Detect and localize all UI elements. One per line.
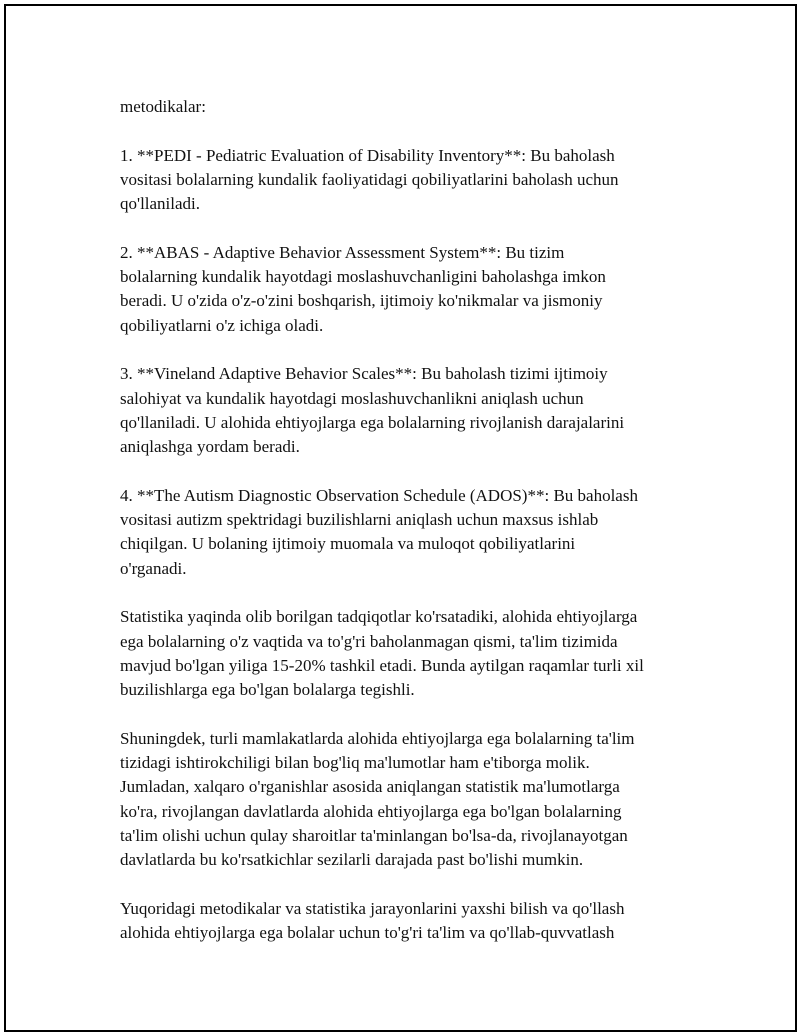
text-line: Statistika yaqinda olib borilgan tadqiqotlar ko'rsatadiki, alohida ehtiyojlarga xyxy=(120,607,638,627)
text-line: vositasi autizm spektridagi buzilishlarni aniqlash uchun maxsus ishlab xyxy=(120,510,599,530)
text-line: chiqilgan. U bolaning ijtimoiy muomala va muloqot qobiliyatlarini xyxy=(120,534,576,554)
text-line: Jumladan, xalqaro o'rganishlar asosida aniqlangan statistik ma'lumotlarga xyxy=(120,777,620,797)
text-line: tizidagi ishtirokchiligi bilan bog'liq ma'lumotlar ham e'tiborga molik. xyxy=(120,753,590,773)
text-line: vositasi bolalarning kundalik faoliyatidagi qobiliyatlarini baholash uchun xyxy=(120,169,619,189)
text-line: 3. **Vineland Adaptive Behavior Scales**: Bu baholash tizimi ijtimoiy xyxy=(120,364,608,384)
text-line: 4. **The Autism Diagnostic Observation Schedule (ADOS)**: Bu baholash xyxy=(120,485,638,505)
paragraph-countries xyxy=(120,727,700,873)
text-line: Yuqoridagi metodikalar va statistika jarayonlarini yaxshi bilish va qo'llash xyxy=(120,898,625,918)
text-line: metodikalar: xyxy=(120,97,206,116)
text-line: ko'ra, rivojlangan davlatlarda alohida ehtiyojlarga ega bo'lgan bolalarning xyxy=(120,801,622,821)
paragraph-conclusion xyxy=(120,897,700,946)
text-line: 1. **PEDI - Pediatric Evaluation of Disability Inventory**: Bu baholash xyxy=(120,145,615,165)
text-line: ta'lim olishi uchun qulay sharoitlar ta'minlangan bo'lsa-da, rivojlanayotgan xyxy=(120,825,628,845)
text-line: salohiyat va kundalik hayotdagi moslashuvchanlikni aniqlash uchun xyxy=(120,388,584,408)
text-line: 2. **ABAS - Adaptive Behavior Assessment System**: Bu tizim xyxy=(120,242,565,262)
text-line: buzilishlarga ega bo'lgan bolalarga tegishli. xyxy=(120,680,415,700)
text-line: Shuningdek, turli mamlakatlarda alohida ehtiyojlarga ega bolalarning ta'lim xyxy=(120,728,635,748)
text-line: qo'llaniladi. xyxy=(120,194,201,214)
text-line: mavjud bo'lgan yiliga 15-20% tashkil etadi. Bunda aytilgan raqamlar turli xil xyxy=(120,655,644,675)
text-line: aniqlashga yordam beradi. xyxy=(120,437,300,457)
paragraph-ados xyxy=(120,484,700,581)
text-line: qobiliyatlarni o'z ichiga oladi. xyxy=(120,315,324,335)
text-line: alohida ehtiyojlarga ega bolalar uchun to'g'ri ta'lim va qo'llab-quvvatlash xyxy=(120,923,615,943)
text-line: davlatlarda bu ko'rsatkichlar sezilarli darajada past bo'lishi mumkin. xyxy=(120,850,584,870)
paragraph-vineland xyxy=(120,362,700,459)
text-line: qo'llaniladi. U alohida ehtiyojlarga ega bolalarning rivojlanish darajalarini xyxy=(120,412,625,432)
paragraph-statistics xyxy=(120,605,700,702)
text-line: ega bolalarning o'z vaqtida va to'g'ri baholanmagan qismi, ta'lim tizimida xyxy=(120,631,618,651)
document-page xyxy=(4,4,797,1032)
paragraph-heading xyxy=(120,95,700,119)
text-line: o'rganadi. xyxy=(120,558,187,578)
paragraph-pedi xyxy=(120,144,700,217)
text-line: bolalarning kundalik hayotdagi moslashuvchanligini baholashga imkon xyxy=(120,267,606,287)
document-body xyxy=(120,95,700,970)
text-line: beradi. U o'zida o'z-o'zini boshqarish, ijtimoiy ko'nikmalar va jismoniy xyxy=(120,291,603,311)
paragraph-abas xyxy=(120,241,700,338)
